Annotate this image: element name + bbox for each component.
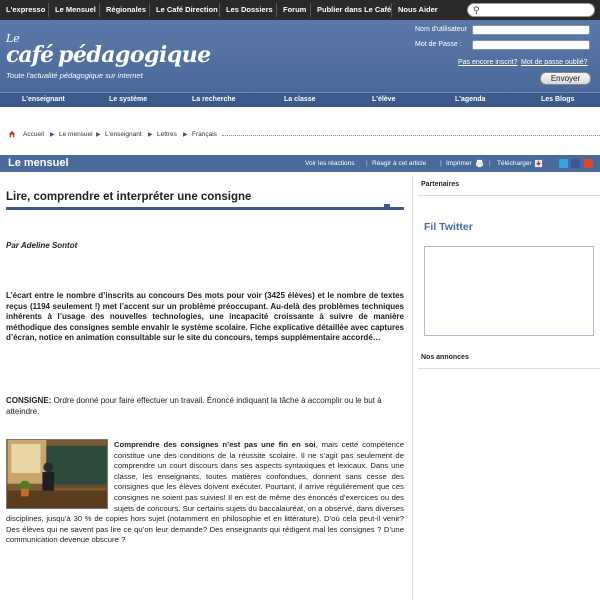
title-underline-mark xyxy=(384,204,390,210)
print-icon[interactable] xyxy=(475,159,484,168)
column-divider xyxy=(412,176,413,600)
breadcrumb-arrow-icon: ▶ xyxy=(183,132,188,138)
home-icon[interactable] xyxy=(8,130,16,138)
breadcrumb-arrow-icon: ▶ xyxy=(96,132,101,138)
cat-agenda[interactable]: L'agenda xyxy=(455,96,486,103)
article-title: Lire, comprendre et interpréter une consigne xyxy=(6,191,252,203)
logo-le[interactable]: Le xyxy=(6,32,20,45)
forgot-password-link[interactable]: Mot de passe oublié? xyxy=(521,59,588,66)
section-title: Le mensuel xyxy=(8,157,69,169)
breadcrumb-lettres[interactable]: Lettres xyxy=(157,131,177,138)
search-input[interactable] xyxy=(467,3,595,17)
action-divider: | xyxy=(366,160,368,167)
breadcrumb-mensuel[interactable]: Le mensuel xyxy=(59,131,93,138)
breadcrumb-divider xyxy=(222,135,600,136)
top-navigation xyxy=(0,0,600,20)
logo-pedagogique[interactable]: pédagogique xyxy=(58,42,211,68)
breadcrumb-arrow-icon: ▶ xyxy=(50,132,55,138)
topnav-divider xyxy=(48,3,49,17)
search-icon: ⚲ xyxy=(473,5,480,15)
paragraph-body: , mais cette compétence constitue une des conditions de la réussite scolaire. Il ne s’agit pas seulement de comprendre un court discours dans ses aspects syntaxiques et lexicaux. Dans une classe, les enseignants, toutes matières confondues, donnent sans cesse des consignes que les élèves doivent exécuter. Pourtant, il arrive régulièrement que ces consignes ne soient pas suivies! Il en est de même des énoncés d’exercices ou des sujets de concours. Sur certains sujets du baccalauréat, on a observé, dans diverses disciplines, jusqu’à 30 % de copies hors sujet (notamment en philosophie et en littérature). D’où cela peut-il venir? Des élèves qui ne savent pas lire ce qu’on leur demande? Des enseignants qui rédigent mal les consignes ? D’une communication devenue obscure ? xyxy=(6,440,404,545)
consigne-definition xyxy=(6,396,404,417)
breadcrumb-arrow-icon: ▶ xyxy=(148,132,153,138)
download-link[interactable]: Télécharger xyxy=(497,160,532,167)
title-underline xyxy=(6,207,404,210)
paragraph-lead: Comprendre des consignes n’est pas une fin en soi xyxy=(114,440,316,449)
action-divider: | xyxy=(440,160,442,167)
facebook-icon[interactable] xyxy=(571,159,580,168)
topnav-divider xyxy=(149,3,150,17)
cat-systeme[interactable]: Le système xyxy=(109,96,148,103)
logo-cafe[interactable]: café xyxy=(6,42,54,68)
cat-enseignant[interactable]: L'enseignant xyxy=(22,96,65,103)
tagline: Toute l'actualité pédagogique sur internet xyxy=(6,71,143,80)
username-input[interactable] xyxy=(472,25,590,35)
topnav-forum[interactable]: Forum xyxy=(283,5,307,14)
topnav-mensuel[interactable]: Le Mensuel xyxy=(55,5,96,14)
share-icon[interactable] xyxy=(584,159,593,168)
topnav-nous-aider[interactable]: Nous Aider xyxy=(398,5,438,14)
sidebar-divider xyxy=(418,368,600,369)
print-link[interactable]: Imprimer xyxy=(446,160,472,167)
category-navigation xyxy=(0,92,600,107)
topnav-dossiers[interactable]: Les Dossiers xyxy=(226,5,273,14)
topnav-divider xyxy=(310,3,311,17)
username-label: Nom d'utilisateur xyxy=(415,26,467,33)
topnav-regionales[interactable]: Régionales xyxy=(106,5,147,14)
sidebar-twitter-heading: Fil Twitter xyxy=(424,221,473,233)
topnav-cafe-direction[interactable]: Le Café Direction xyxy=(156,5,218,14)
site-header xyxy=(0,20,600,92)
breadcrumb-francais: Français xyxy=(192,131,217,138)
password-input[interactable] xyxy=(472,40,590,50)
twitter-feed[interactable] xyxy=(424,246,594,336)
topnav-divider xyxy=(219,3,220,17)
twitter-icon[interactable] xyxy=(559,159,568,168)
cat-eleve[interactable]: L'élève xyxy=(372,96,396,103)
article-intro: L’écart entre le nombre d’inscrits au concours Des mots pour voir (3425 élèves) et le nombre de textes reçus (1194 seulement !) met l’accent sur un problème préoccupant. Au-delà des problèmes techniques inhérents à l’usage des nouvelles technologies, une incapacité croissante à suivre de manière méthodique des consignes semble envahir le système scolaire. Fiche explicative détaillée avec captures d’écran, notice en animation consultable sur le site du concours, temps supplémentaire accordé… xyxy=(6,291,404,343)
password-label: Mot de Passe : xyxy=(415,41,462,48)
breadcrumb-accueil[interactable]: Accueil xyxy=(23,131,44,138)
action-divider: | xyxy=(489,160,491,167)
consigne-text: Ordre donné pour faire effectuer un travail. Énoncé indiquant la tâche à accomplir ou le but à atteindre. xyxy=(6,396,382,416)
consigne-term: CONSIGNE: xyxy=(6,396,52,405)
topnav-divider xyxy=(276,3,277,17)
article-author: Par Adeline Sontot xyxy=(6,241,78,250)
download-icon[interactable] xyxy=(534,159,543,168)
breadcrumb-enseignant[interactable]: L'enseignant xyxy=(105,131,142,138)
register-link[interactable]: Pas encore inscrit? xyxy=(458,59,518,66)
classroom-photo xyxy=(6,439,108,509)
sidebar-news-heading: Nos annonces xyxy=(421,354,469,361)
view-reactions-link[interactable]: Voir les réactions xyxy=(305,160,355,167)
topnav-expresso[interactable]: L'expresso xyxy=(6,5,46,14)
cat-blogs[interactable]: Les Blogs xyxy=(541,96,575,103)
sidebar-divider xyxy=(418,195,600,196)
cat-recherche[interactable]: La recherche xyxy=(192,96,236,103)
login-submit-button[interactable]: Envoyer xyxy=(540,72,591,85)
react-link[interactable]: Réagir à cet article xyxy=(372,160,427,167)
section-bar xyxy=(0,155,600,172)
topnav-publier[interactable]: Publier dans Le Café xyxy=(317,5,392,14)
sidebar-partners-heading: Partenaires xyxy=(421,181,460,188)
breadcrumb xyxy=(8,131,600,141)
cat-classe[interactable]: La classe xyxy=(284,96,316,103)
topnav-divider xyxy=(391,3,392,17)
topnav-divider xyxy=(99,3,100,17)
